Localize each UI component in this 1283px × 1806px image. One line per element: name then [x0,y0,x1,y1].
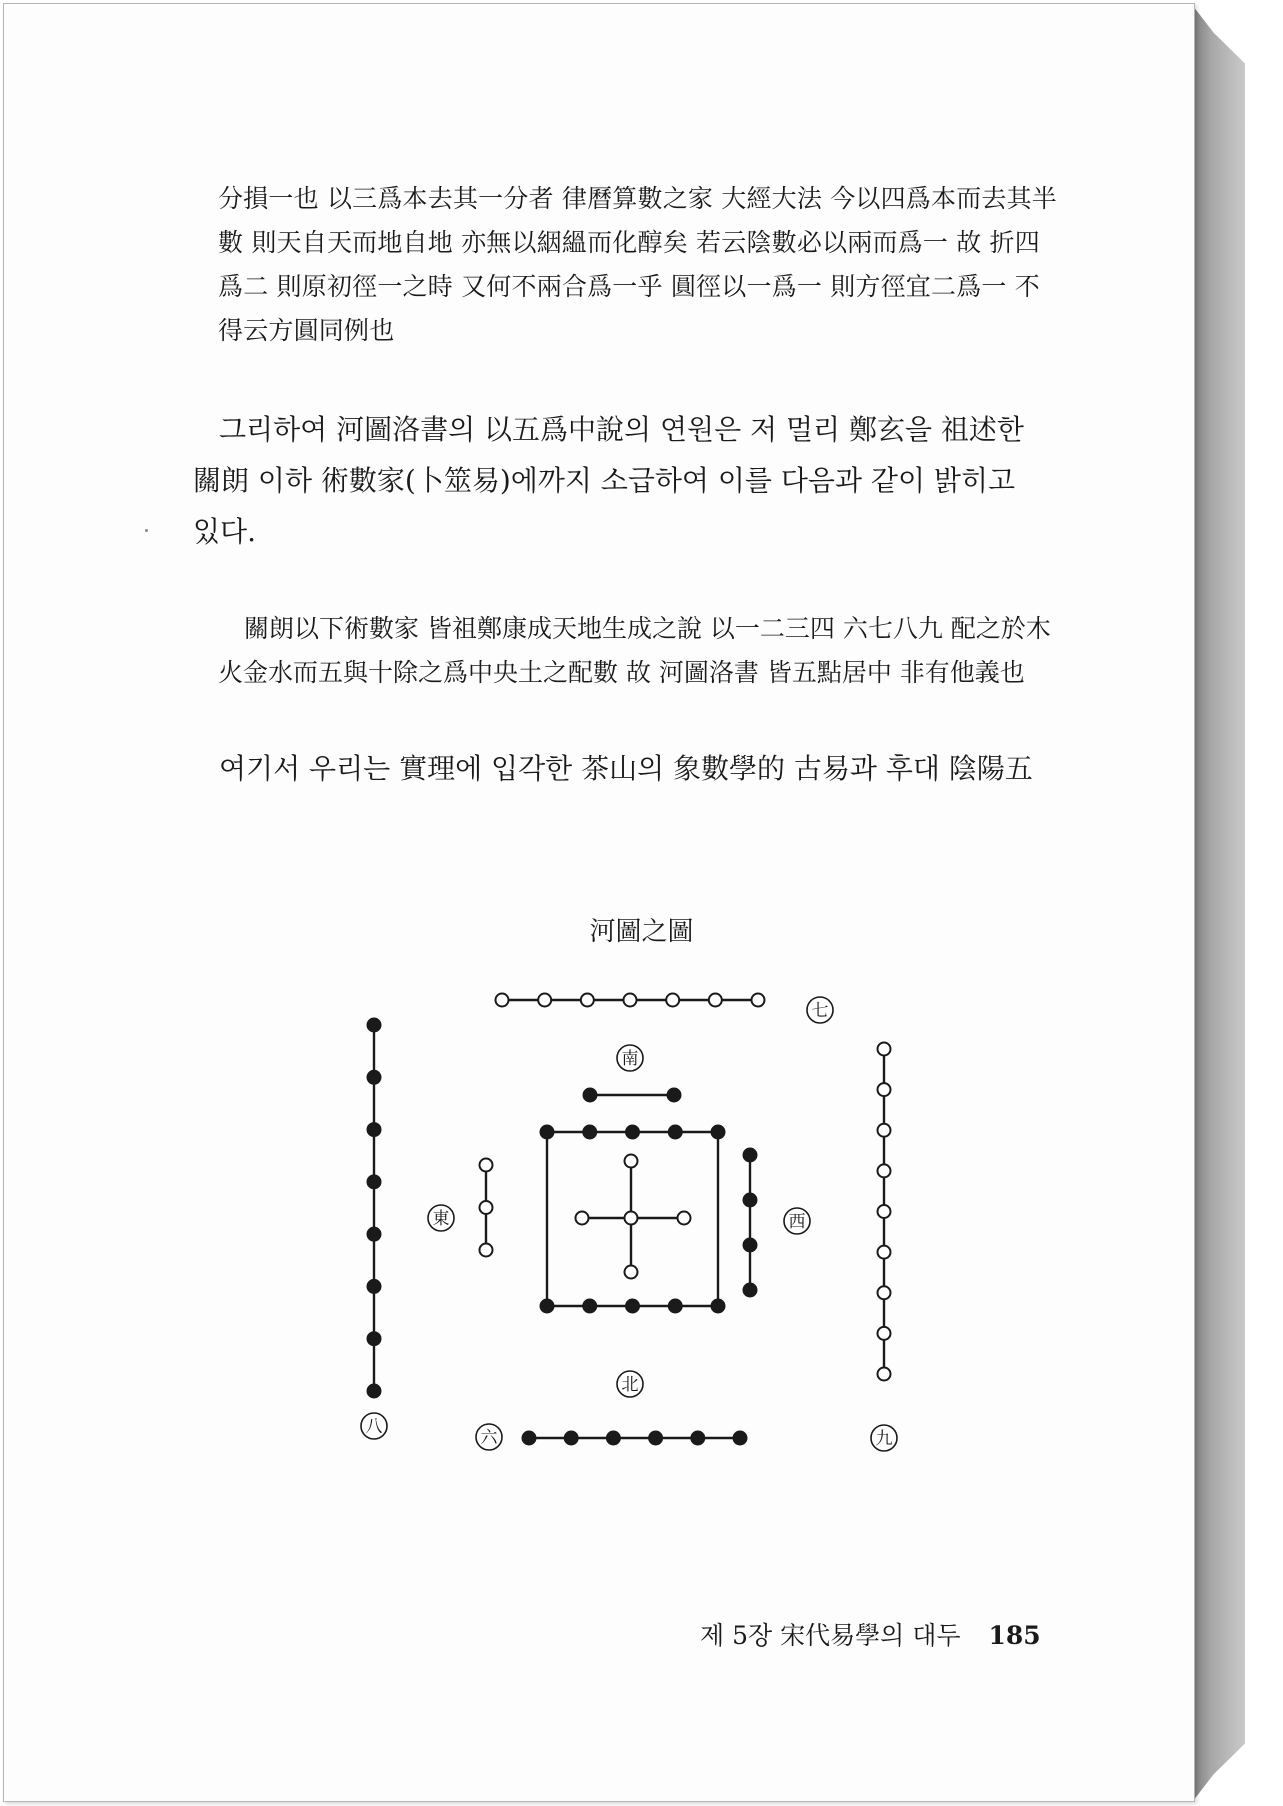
square-ten-dot [541,1300,554,1313]
label-west [784,1208,810,1234]
label-nine-text: 九 [875,1429,893,1449]
diagram-title: 河圖之圖 [589,917,694,947]
label-eight-text: 八 [365,1417,383,1437]
west-four-dot [744,1239,757,1252]
paragraph-line: 여기서 우리는 實理에 입각한 茶山의 象數學的 古易과 후대 陰陽五 [219,752,1033,785]
square-ten-dot [626,1300,639,1313]
center-five-dot [678,1212,691,1225]
bottom-six-dot [734,1432,747,1445]
right-nine-dot [878,1286,891,1299]
label-seven [807,997,833,1023]
left-eight-dot [368,1385,381,1398]
square-ten-dot [626,1126,639,1139]
square-ten-dot [712,1300,725,1313]
east-three-dot [480,1201,493,1214]
footer-chapter: 제 5장 [700,1621,773,1650]
square-ten-dot [583,1126,596,1139]
center-five-dot [625,1266,638,1279]
top-seven-dot [496,994,509,1007]
west-four-dot [744,1149,757,1162]
label-north [617,1371,643,1397]
label-south-text: 南 [621,1049,639,1069]
label-west-text: 西 [788,1212,806,1232]
label-six-text: 六 [480,1428,498,1448]
left-eight-dot [368,1123,381,1136]
left-eight-dot [368,1071,381,1084]
right-nine-dot [878,1083,891,1096]
top-seven-dot [624,994,637,1007]
quote-line: 分損一也 以三爲本去其一分者 律曆算數之家 大經大法 今以四爲本而去其半 [218,184,1057,213]
page-number: 185 [988,1621,1041,1650]
south-two-dot [668,1089,681,1102]
label-east-text: 東 [432,1209,450,1229]
bottom-six-dot [607,1432,620,1445]
west-four-dot [744,1194,757,1207]
west-four-dot [744,1284,757,1297]
east-three-dot [480,1244,493,1257]
left-eight-dot [368,1019,381,1032]
quote-line: 爲二 則原初徑一之時 又何不兩合爲一乎 圓徑以一爲一 則方徑宜二爲一 不 [218,272,1040,301]
right-nine-dot [878,1043,891,1056]
square-ten-dot [583,1300,596,1313]
bottom-six-dot [565,1432,578,1445]
footer-title: 宋代易學의 대두 [780,1621,961,1650]
paragraph-line: 있다. [193,515,256,548]
left-eight-dot [368,1280,381,1293]
right-nine-dot [878,1205,891,1218]
square-ten-dot [541,1126,554,1139]
quote-line: 數 則天自天而地自地 亦無以絪縕而化醇矣 若云陰數必以兩而爲一 故 折四 [218,228,1040,257]
top-seven-dot [709,994,722,1007]
center-five-dot [625,1212,638,1225]
page-footer [700,1616,1041,1652]
center-five-dot [625,1155,638,1168]
paragraph-line: 關朗 이하 術數家(卜筮易)에까지 소급하여 이를 다음과 같이 밝히고 [193,464,1016,497]
bottom-six-dot [523,1432,536,1445]
paragraph-line: 그리하여 河圖洛書의 以五爲中說의 연원은 저 멀리 鄭玄을 祖述한 [219,413,1024,446]
left-eight-dot [368,1332,381,1345]
south-two-dot [584,1089,597,1102]
right-nine-dot [878,1368,891,1381]
label-six [476,1424,502,1450]
label-north-text: 北 [621,1375,639,1395]
square-ten-dot [669,1126,682,1139]
label-south [617,1045,643,1071]
label-eight [361,1413,387,1439]
label-nine [871,1425,897,1451]
quote-line: 關朗以下術數家 皆祖鄭康成天地生成之說 以一二三四 六七八九 配之於木 [244,614,1051,643]
top-seven-dot [666,994,679,1007]
bottom-six-dot [649,1432,662,1445]
label-seven-text: 七 [811,1001,829,1021]
bottom-six-dot [691,1432,704,1445]
top-seven-dot [752,994,765,1007]
top-seven-dot [538,994,551,1007]
right-nine-dot [878,1164,891,1177]
right-nine-dot [878,1124,891,1137]
east-three-dot [480,1159,493,1172]
top-seven-dot [581,994,594,1007]
label-east [428,1205,454,1231]
left-eight-dot [368,1175,381,1188]
quote-line: 得云方圓同例也 [218,316,395,345]
square-ten-dot [712,1126,725,1139]
quote-line: 火金水而五與十除之爲中央土之配數 故 河圖洛書 皆五點居中 非有他義也 [218,658,1025,687]
right-nine-dot [878,1246,891,1259]
center-five-dot [576,1212,589,1225]
right-nine-dot [878,1327,891,1340]
square-ten-dot [669,1300,682,1313]
left-eight-dot [368,1228,381,1241]
